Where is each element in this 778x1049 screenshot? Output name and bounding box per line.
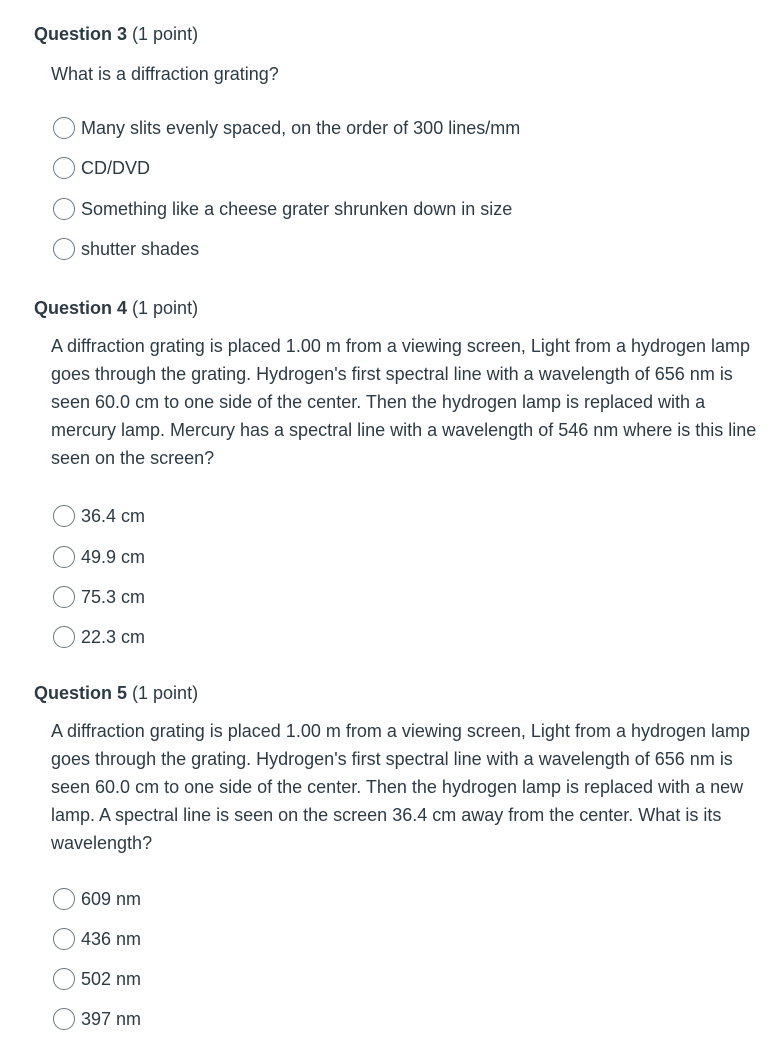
answer-option[interactable]	[53, 926, 141, 952]
radio-button[interactable]	[53, 157, 75, 179]
answer-option[interactable]	[53, 966, 141, 992]
question-5	[34, 682, 764, 1029]
radio-button[interactable]	[53, 505, 75, 527]
question-header	[34, 23, 764, 45]
question-label: Question 5	[34, 683, 128, 703]
radio-button[interactable]	[53, 968, 75, 990]
question-header	[34, 682, 764, 704]
radio-button[interactable]	[53, 1008, 75, 1030]
answer-option[interactable]	[53, 115, 520, 141]
option-label[interactable]: 75.3 cm	[81, 587, 146, 607]
option-label[interactable]: 436 nm	[81, 929, 142, 949]
answer-option[interactable]	[53, 236, 199, 262]
option-label[interactable]: 22.3 cm	[81, 627, 146, 647]
option-label[interactable]: 36.4 cm	[81, 506, 146, 526]
option-label[interactable]: 502 nm	[81, 969, 142, 989]
radio-button[interactable]	[53, 888, 75, 910]
question-3	[34, 23, 764, 259]
radio-button[interactable]	[53, 546, 75, 568]
question-text: A diffraction grating is placed 1.00 m from a viewing screen, Light from a hydrogen lamp goes through the grating. Hydrogen's first spectral line with a wavelength of 656 nm is seen 60.0 cm to one side of the center. Then the hydrogen lamp is replaced with a new lamp. A spectral line is seen on the screen 36.4 cm away from the center. What is its wavelength?	[51, 721, 751, 853]
answer-option[interactable]	[53, 1006, 141, 1032]
answer-option[interactable]	[53, 196, 512, 222]
radio-button[interactable]	[53, 586, 75, 608]
option-label[interactable]: 609 nm	[81, 889, 142, 909]
radio-button[interactable]	[53, 117, 75, 139]
radio-button[interactable]	[53, 626, 75, 648]
question-points: (1 point)	[132, 24, 199, 44]
option-label[interactable]: Many slits evenly spaced, on the order of 300 lines/mm	[81, 118, 521, 138]
question-header	[34, 297, 764, 319]
answer-option[interactable]	[53, 503, 145, 529]
answer-option[interactable]	[53, 584, 145, 610]
question-text: A diffraction grating is placed 1.00 m from a viewing screen, Light from a hydrogen lamp goes through the grating. Hydrogen's first spectral line with a wavelength of 656 nm is seen 60.0 cm to one side of the center. Then the hydrogen lamp is replaced with a mercury lamp. Mercury has a spectral line with a wavelength of 546 nm where is this line seen on the screen?	[51, 336, 757, 468]
radio-button[interactable]	[53, 928, 75, 950]
question-label: Question 4	[34, 298, 128, 318]
question-label: Question 3	[34, 24, 128, 44]
answer-option[interactable]	[53, 624, 145, 650]
question-text: What is a diffraction grating?	[51, 64, 279, 84]
radio-button[interactable]	[53, 198, 75, 220]
question-points: (1 point)	[132, 683, 199, 703]
question-points: (1 point)	[132, 298, 199, 318]
question-4	[34, 297, 764, 647]
option-label[interactable]: 49.9 cm	[81, 547, 146, 567]
radio-button[interactable]	[53, 238, 75, 260]
answer-option[interactable]	[53, 155, 150, 181]
answer-option[interactable]	[53, 886, 141, 912]
option-label[interactable]: shutter shades	[81, 239, 200, 259]
option-label[interactable]: Something like a cheese grater shrunken down in size	[81, 199, 513, 219]
option-label[interactable]: CD/DVD	[81, 158, 151, 178]
option-label[interactable]: 397 nm	[81, 1009, 142, 1029]
answer-option[interactable]	[53, 544, 145, 570]
